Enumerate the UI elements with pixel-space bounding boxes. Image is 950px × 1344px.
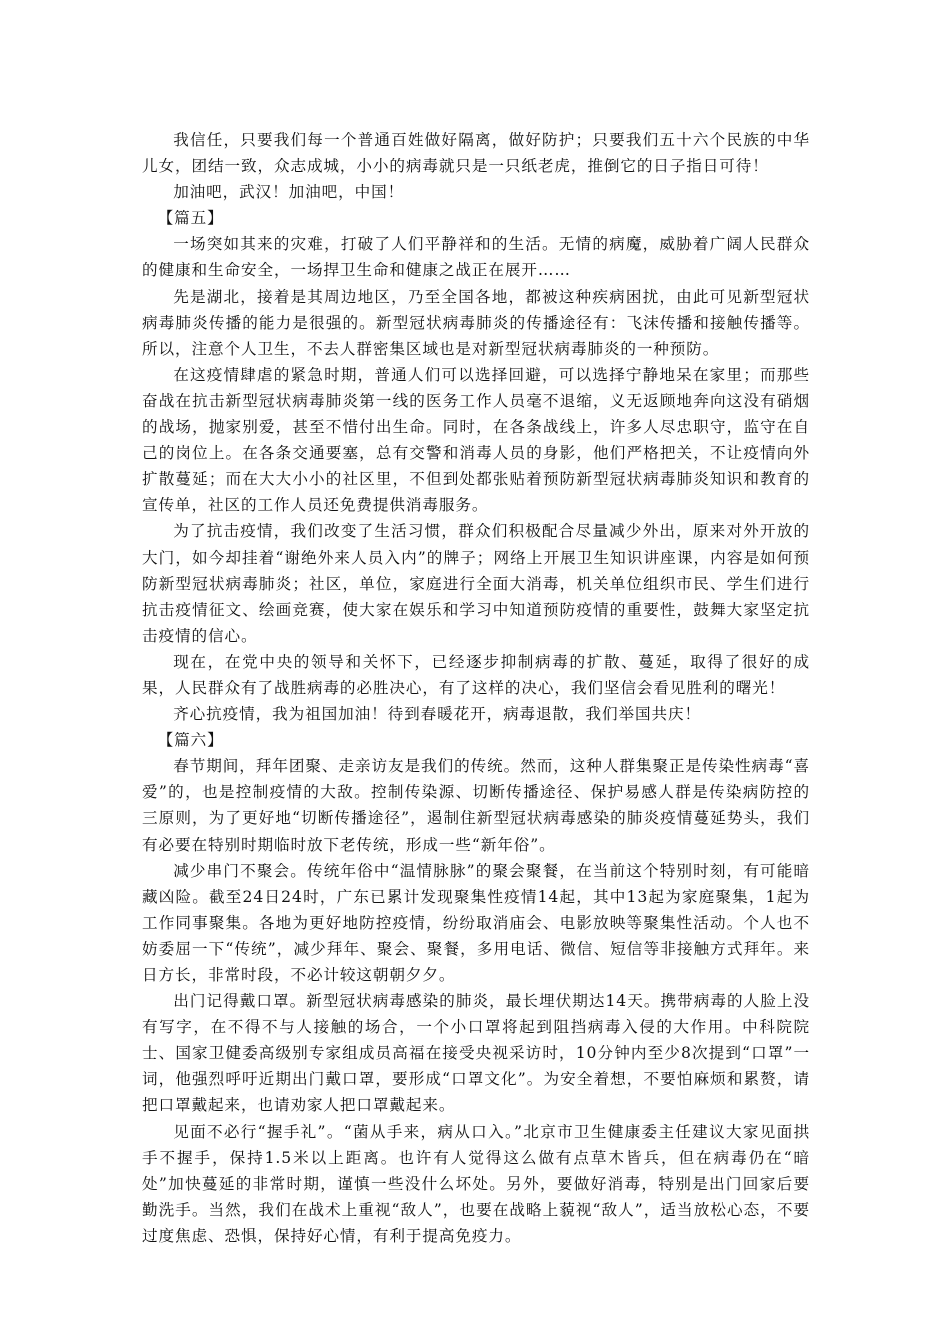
paragraph: 加油吧，武汉！加油吧，中国！: [173, 183, 405, 202]
paragraph: 我信任，只要我们每一个普通百姓做好隔离，做好防护；只要我们五十六个民族的中华儿女，团结一致，众志成城，小小的病毒就只是一只纸老虎，推倒它的日子指日可待！: [142, 131, 810, 176]
paragraph: 为了抗击疫情，我们改变了生活习惯，群众们积极配合尽量减少外出，原来对外开放的大门，如今却挂着“谢绝外来人员入内”的牌子；网络上开展卫生知识讲座课，内容是如何预防新型冠状病毒肺炎；社区，单位，家庭进行全面大消毒，机关单位组织市民、学生们进行抗击疫情征文、绘画竞赛，使大家在娱乐和学习中知道预防疫情的重要性，鼓舞大家坚定抗击疫情的信心。: [142, 522, 810, 645]
paragraph: 出门记得戴口罩。新型冠状病毒感染的肺炎，最长埋伏期达14天。携带病毒的人脸上没有写字，在不得不与人接触的场合，一个小口罩将起到阻挡病毒入侵的大作用。中科院院士、国家卫健委高级别专家组成员高福在接受央视采访时，10分钟内至少8次提到“口罩”一词，他强烈呼吁近期出门戴口罩，要形成“口罩文化”。为安全着想，不要怕麻烦和累赘，请把口罩戴起来，也请劝家人把口罩戴起来。: [142, 992, 810, 1115]
section-heading: 【篇六】: [157, 731, 224, 750]
paragraph: 春节期间，拜年团聚、走亲访友是我们的传统。然而，这种人群集聚正是传染性病毒“喜爱”的，也是控制疫情的大敌。控制传染源、切断传播途径、保护易感人群是传染病防控的三原则，为了更好地“切断传播途径”，遏制住新型冠状病毒感染的肺炎疫情蔓延势头，我们有必要在特别时期临时放下老传统，形成一些“新年俗”。: [142, 757, 810, 854]
paragraph: 齐心抗疫情，我为祖国加油！待到春暖花开，病毒退散，我们举国共庆！: [173, 705, 701, 724]
paragraph: 在这疫情肆虐的紧急时期，普通人们可以选择回避，可以选择宁静地呆在家里；而那些奋战在抗击新型冠状病毒肺炎第一线的医务工作人员毫不退缩，义无返顾地奔向这没有硝烟的战场，抛家别爱，甚至不惜付出生命。同时，在各条战线上，许多人尽忠职守，监守在自己的岗位上。在各条交通要塞，总有交警和消毒人员的身影，他们严格把关，不让疫情向外扩散蔓延；而在大大小小的社区里，不但到处都张贴着预防新型冠状病毒肺炎知识和教育的宣传单，社区的工作人员还免费提供消毒服务。: [142, 365, 810, 515]
section-heading: 【篇五】: [157, 209, 224, 228]
paragraph: 减少串门不聚会。传统年俗中“温情脉脉”的聚会聚餐，在当前这个特别时刻，有可能暗藏凶险。截至24日24时，广东已累计发现聚集性疫情14起，其中13起为家庭聚集，1起为工作同事聚集。各地为更好地防控疫情，纷纷取消庙会、电影放映等聚集性活动。个人也不妨委屈一下“传统”，减少拜年、聚会、聚餐，多用电话、微信、短信等非接触方式拜年。来日方长，非常时段，不必计较这朝朝夕夕。: [142, 861, 810, 984]
paragraph: 现在，在党中央的领导和关怀下，已经逐步抑制病毒的扩散、蔓延，取得了很好的成果，人民群众有了战胜病毒的必胜决心，有了这样的决心，我们坚信会看见胜利的曙光！: [142, 652, 810, 697]
paragraph: 一场突如其来的灾难，打破了人们平静祥和的生活。无情的病魔，威胁着广阔人民群众的健康和生命安全，一场捍卫生命和健康之战正在展开……: [142, 235, 810, 280]
paragraph: 先是湖北，接着是其周边地区，乃至全国各地，都被这种疾病困扰，由此可见新型冠状病毒肺炎传播的能力是很强的。新型冠状病毒肺炎的传播途径有：飞沫传播和接触传播等。所以，注意个人卫生，不去人群密集区域也是对新型冠状病毒肺炎的一种预防。: [142, 287, 810, 358]
document-body: [142, 127, 810, 1249]
paragraph: 见面不必行“握手礼”。“菌从手来，病从口入。”北京市卫生健康委主任建议大家见面拱手不握手，保持1.5米以上距离。也许有人觉得这么做有点草木皆兵，但在病毒仍在“暗处”加快蔓延的非常时期，谨慎一些没什么坏处。另外，要做好消毒，特别是出门回家后要勤洗手。当然，我们在战术上重视“敌人”，也要在战略上藐视“敌人”，适当放松心态，不要过度焦虑、恐惧，保持好心情，有利于提高免疫力。: [142, 1122, 810, 1245]
